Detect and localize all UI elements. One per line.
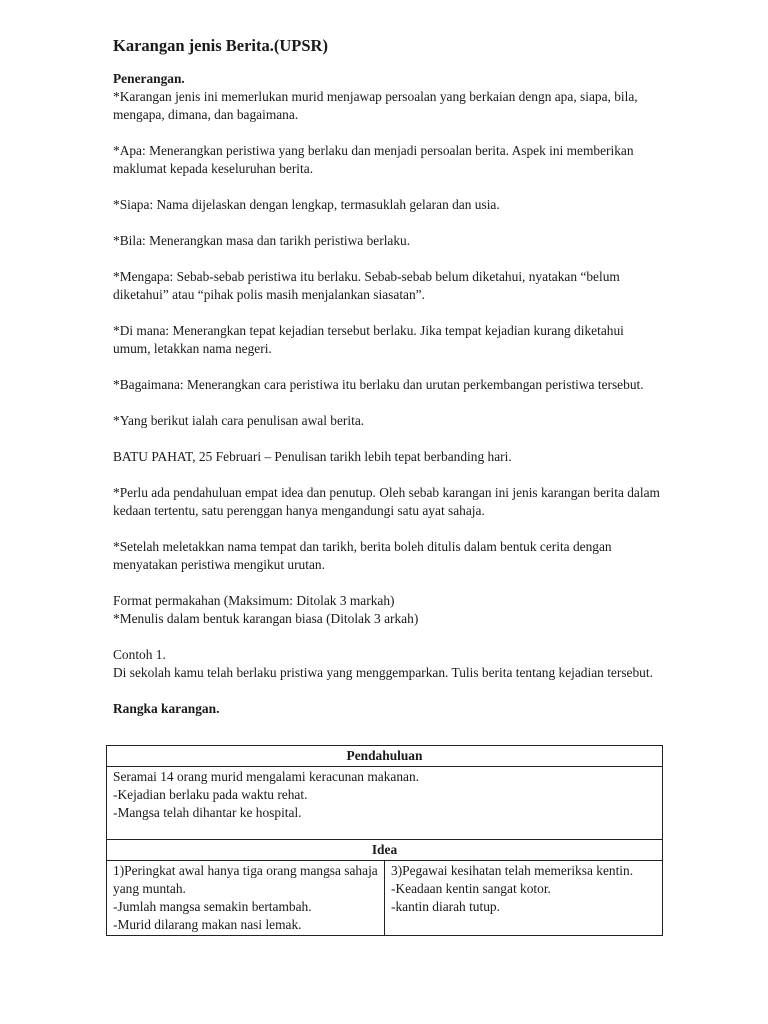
penerangan-bagaimana: *Bagaimana: Menerangkan cara peristiwa itu berlaku dan urutan perkembangan peristiwa tersebut. (113, 377, 644, 392)
idea-header: Idea (107, 840, 663, 861)
pendahuluan-cell (107, 767, 663, 840)
penerangan-siapa: *Siapa: Nama dijelaskan dengan lengkap, termasuklah gelaran dan usia. (113, 197, 500, 212)
document-title: Karangan jenis Berita.(UPSR) (113, 36, 328, 55)
penerangan-setelah: *Setelah meletakkan nama tempat dan tarikh, berita boleh ditulis dalam bentuk cerita dengan menyatakan peristiwa mengikut urutan. (113, 539, 612, 572)
contoh-label: Contoh 1. (113, 647, 166, 662)
idea-right-line: 3)Pegawai kesihatan telah memeriksa kentin. (391, 863, 634, 878)
penerangan-heading: Penerangan. (113, 71, 185, 86)
idea-right-line: -Keadaan kentin sangat kotor. (391, 881, 551, 896)
rangka-table (106, 745, 663, 936)
idea-left-cell (107, 861, 385, 936)
penerangan-berikut: *Yang berikut ialah cara penulisan awal berita. (113, 413, 365, 428)
idea-left-line: 1)Peringkat awal hanya tiga orang mangsa sahaja yang muntah. (113, 863, 378, 896)
idea-left-line: -Jumlah mangsa semakin bertambah. (113, 899, 312, 914)
format-line-2: *Menulis dalam bentuk karangan biasa (Ditolak 3 arkah) (113, 611, 419, 626)
pendahuluan-line: -Kejadian berlaku pada waktu rehat. (113, 787, 308, 802)
pendahuluan-line: Seramai 14 orang murid mengalami keracunan makanan. (113, 769, 420, 784)
idea-left-line: -Murid dilarang makan nasi lemak. (113, 917, 302, 932)
penerangan-contoh-awal: BATU PAHAT, 25 Februari – Penulisan tarikh lebih tepat berbanding hari. (113, 449, 512, 464)
penerangan-intro: *Karangan jenis ini memerlukan murid menjawap persoalan yang berkaian dengn apa, siapa, bila, mengapa, dimana, dan bagaimana. (113, 89, 638, 122)
penerangan-apa: *Apa: Menerangkan peristiwa yang berlaku dan menjadi persoalan berita. Aspek ini memberikan maklumat kepada keseluruhan berita. (113, 143, 634, 176)
penerangan-dimana: *Di mana: Menerangkan tepat kejadian tersebut berlaku. Jika tempat kejadian kurang diketahui umum, letakkan nama negeri. (113, 323, 624, 356)
document-content (113, 36, 663, 718)
idea-right-cell (385, 861, 663, 936)
penerangan-mengapa: *Mengapa: Sebab-sebab peristiwa itu berlaku. Sebab-sebab belum diketahui, nyatakan “belum diketahui” atau “pihak polis masih menjalankan siasatan”. (113, 269, 620, 302)
penerangan-bila: *Bila: Menerangkan masa dan tarikh peristiwa berlaku. (113, 233, 411, 248)
pendahuluan-header: Pendahuluan (107, 746, 663, 767)
rangka-heading: Rangka karangan. (113, 701, 220, 716)
idea-right-line: -kantin diarah tutup. (391, 899, 500, 914)
contoh-text: Di sekolah kamu telah berlaku pristiwa yang menggemparkan. Tulis berita tentang kejadian tersebut. (113, 665, 653, 680)
penerangan-perlu: *Perlu ada pendahuluan empat idea dan penutup. Oleh sebab karangan ini jenis karangan berita dalam kedaan tertentu, satu perenggan hanya mengandungi satu ayat sahaja. (113, 485, 660, 518)
pendahuluan-line: -Mangsa telah dihantar ke hospital. (113, 805, 302, 820)
format-line-1: Format permakahan (Maksimum: Ditolak 3 markah) (113, 593, 395, 608)
